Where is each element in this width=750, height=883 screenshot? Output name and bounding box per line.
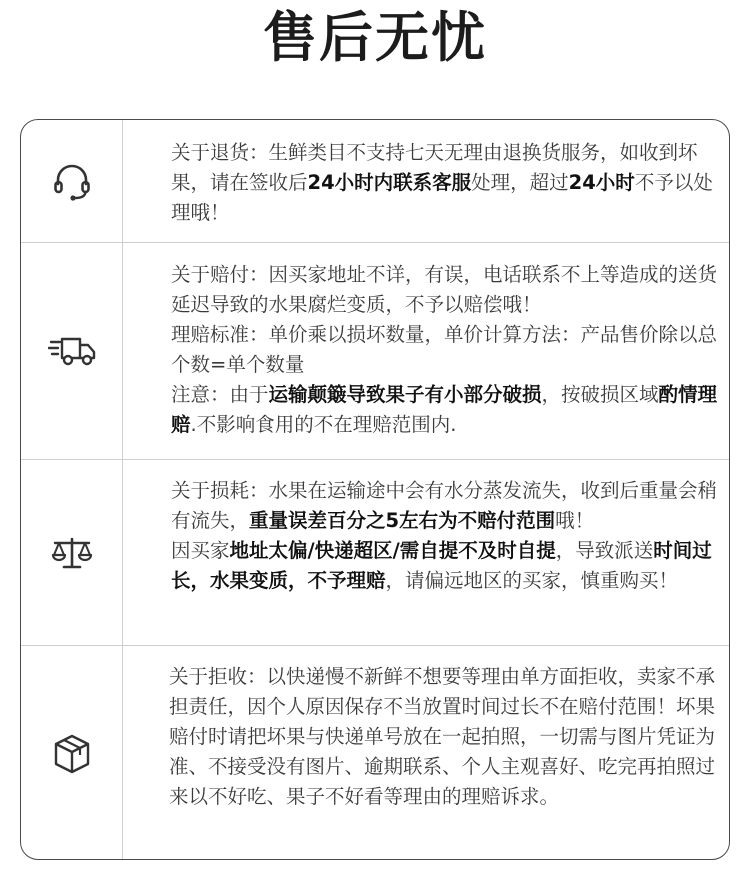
loss-text	[171, 476, 721, 596]
text-run: ，导致派送	[555, 539, 654, 562]
remote-address-highlight: 地址太偏/快递超区/需自提不及时自提	[229, 539, 556, 562]
overdue-highlight: 24小时	[568, 171, 635, 194]
discretionary-claim-highlight: 酌情理赔	[171, 383, 718, 436]
text-run: ，请偏远地区的买家，慎重购买！	[385, 569, 679, 592]
returns-icon-cell	[21, 120, 122, 242]
refusal-row	[21, 645, 729, 860]
text-run: ，按破损区域	[541, 383, 659, 406]
compensation-row	[21, 242, 729, 459]
weight-tolerance-highlight: 重量误差百分之5左右为不赔付范围	[249, 509, 556, 532]
text-run: 不予以处理哦！	[171, 171, 713, 224]
claim-standard-paragraph	[171, 320, 721, 380]
returns-paragraph	[171, 138, 721, 228]
after-sales-card	[20, 119, 730, 860]
returns-text	[171, 138, 721, 228]
no-compensation-highlight: 时间过长，水果变质，不予理赔	[171, 539, 712, 592]
scale-balance-icon	[51, 536, 93, 570]
text-run: .不影响食用的不在理赔范围内.	[190, 413, 457, 436]
transport-damage-highlight: 运输颠簸导致果子有小部分破损	[268, 383, 542, 406]
text-run: 理赔标准：单价乘以损坏数量，单价计算方法：产品售价除以总个数=单个数量	[171, 323, 718, 376]
package-box-icon	[52, 733, 92, 775]
text-run: 关于损耗：水果在运输途中会有水分蒸发流失，收到后重量会稍有流失，	[171, 479, 718, 532]
notice-paragraph	[171, 380, 721, 440]
refusal-paragraph	[169, 662, 729, 812]
returns-row	[21, 120, 729, 242]
compensation-icon-cell	[21, 243, 122, 459]
headset-icon	[51, 160, 93, 202]
text-run: 处理，超过	[471, 171, 569, 194]
loss-icon-cell	[21, 460, 122, 645]
text-run: 关于拒收：以快递慢不新鲜不想要等理由单方面拒收，卖家不承担责任，因个人原因保存不当放置时间过长不在赔付范围！坏果赔付时请把坏果与快递单号放在一起拍照，一切需与图片凭证为准、不接受没有图片、逾期联系、个人主观喜好、吃完再拍照过来以不好吃、果子不好看等理由的理赔诉求。	[169, 665, 716, 808]
delivery-truck-icon	[48, 336, 96, 366]
text-run: 关于退货：生鲜类目不支持七天无理由退换货服务，如收到坏果，请在签收后	[171, 141, 698, 194]
remote-area-paragraph	[171, 536, 721, 596]
refusal-icon-cell	[21, 646, 122, 860]
text-run: 哦！	[555, 509, 595, 532]
loss-row	[21, 459, 729, 645]
contact-deadline-highlight: 24小时内联系客服	[307, 171, 472, 194]
page-title: 售后无忧	[263, 6, 487, 69]
text-run: 注意：由于	[171, 383, 269, 406]
refusal-text	[169, 662, 729, 812]
loss-paragraph	[171, 476, 721, 536]
compensation-text	[171, 260, 721, 440]
text-run: 关于赔付：因买家地址不详，有误，电话联系不上等造成的送货延迟导致的水果腐烂变质，不予以赔偿哦！	[171, 263, 718, 316]
text-run: 因买家	[171, 539, 230, 562]
compensation-paragraph	[171, 260, 721, 320]
